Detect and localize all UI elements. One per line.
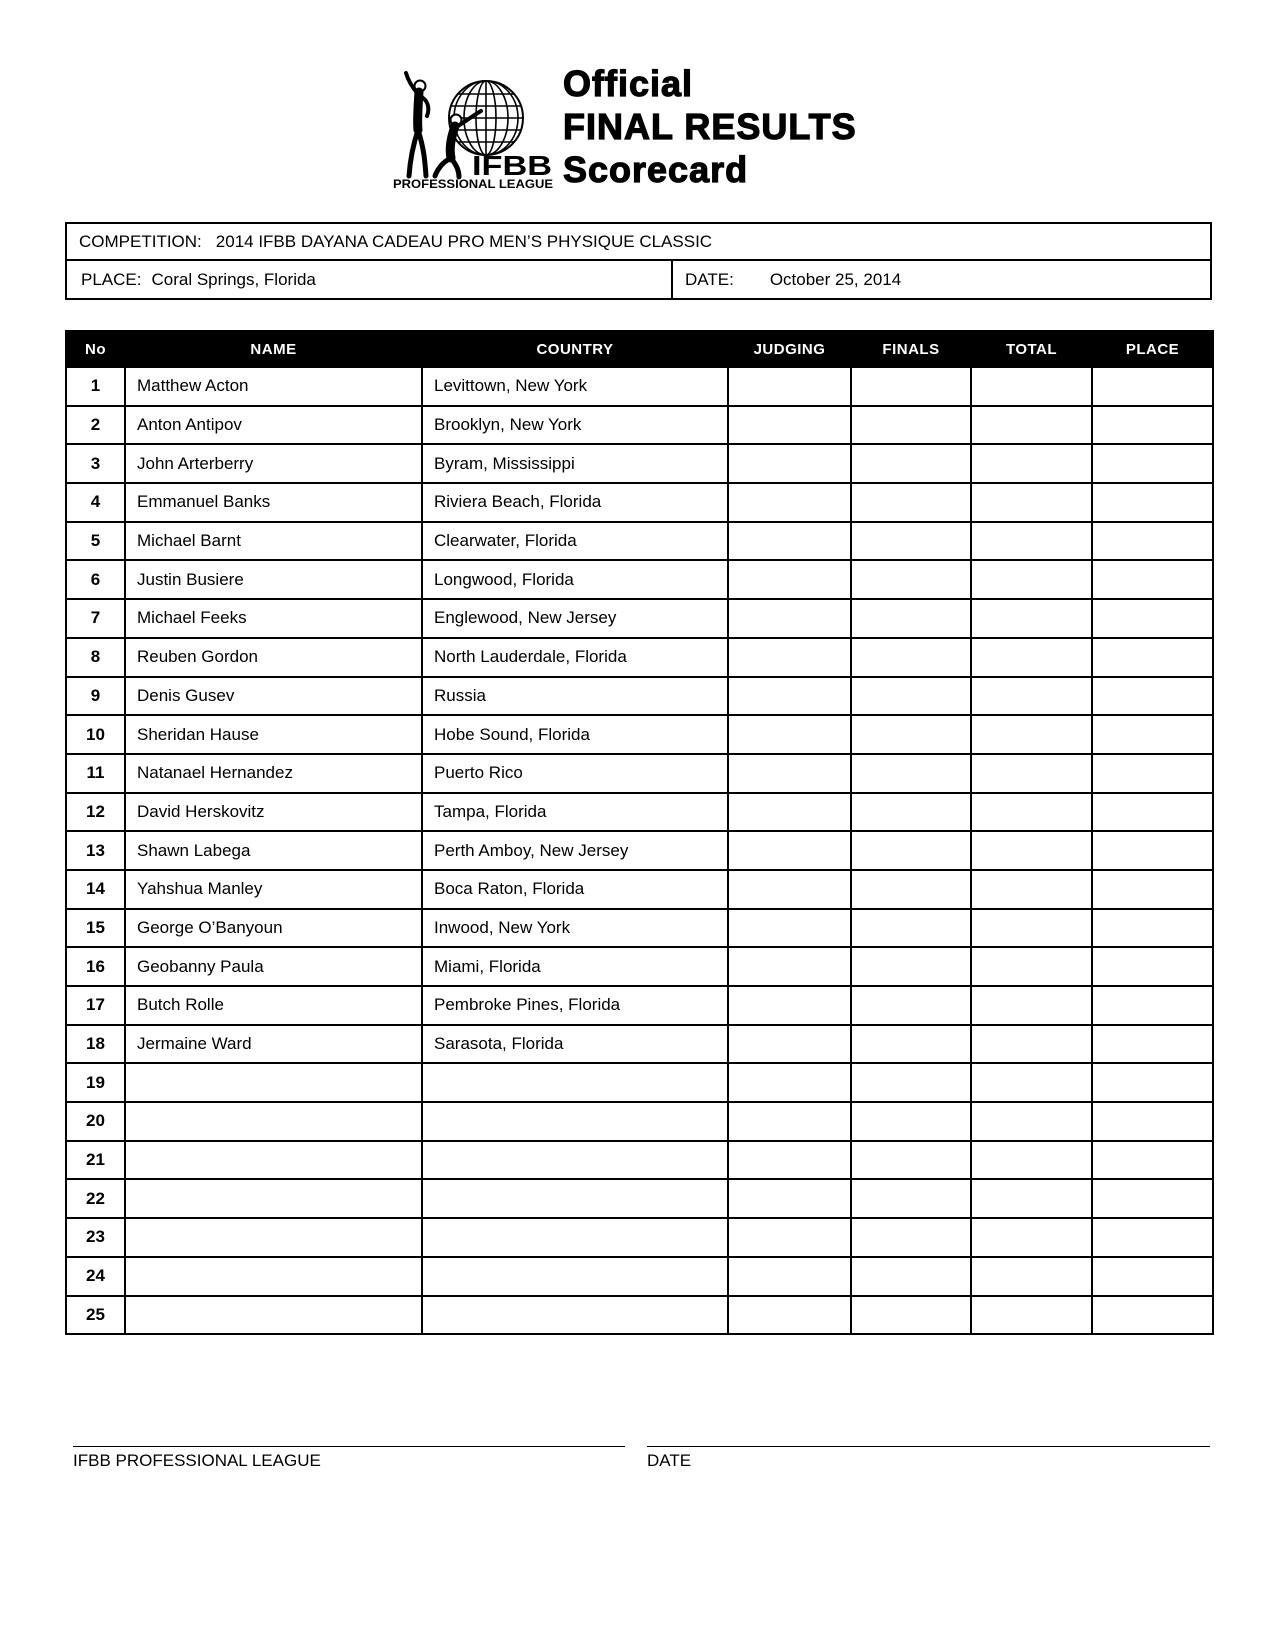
- cell-name: John Arterberry: [125, 444, 422, 483]
- cell-judging: [728, 1179, 851, 1218]
- cell-no: 13: [66, 831, 125, 870]
- ifbb-logo: [368, 64, 568, 198]
- cell-judging: [728, 870, 851, 909]
- cell-country: Englewood, New Jersey: [422, 599, 728, 638]
- logo-ifbb-text: IFBB: [472, 150, 552, 181]
- cell-country: Byram, Mississippi: [422, 444, 728, 483]
- cell-place: [1092, 1025, 1213, 1064]
- cell-total: [971, 947, 1092, 986]
- cell-no: 3: [66, 444, 125, 483]
- cell-no: 15: [66, 909, 125, 948]
- date-label: DATE:: [685, 269, 734, 289]
- cell-judging: [728, 754, 851, 793]
- signature-date: [647, 1446, 1210, 1471]
- table-row: [66, 677, 1213, 716]
- cell-judging: [728, 793, 851, 832]
- cell-name: [125, 1102, 422, 1141]
- cell-place: [1092, 560, 1213, 599]
- cell-country: [422, 1296, 728, 1335]
- cell-place: [1092, 715, 1213, 754]
- table-row: [66, 483, 1213, 522]
- cell-place: [1092, 986, 1213, 1025]
- cell-total: [971, 831, 1092, 870]
- cell-total: [971, 715, 1092, 754]
- cell-country: [422, 1179, 728, 1218]
- competition-row: [67, 224, 1210, 261]
- cell-place: [1092, 638, 1213, 677]
- cell-name: [125, 1179, 422, 1218]
- cell-country: Miami, Florida: [422, 947, 728, 986]
- cell-place: [1092, 406, 1213, 445]
- cell-place: [1092, 947, 1213, 986]
- cell-country: Clearwater, Florida: [422, 522, 728, 561]
- cell-name: Matthew Acton: [125, 367, 422, 406]
- cell-judging: [728, 909, 851, 948]
- cell-total: [971, 1218, 1092, 1257]
- cell-name: Michael Feeks: [125, 599, 422, 638]
- cell-no: 24: [66, 1257, 125, 1296]
- cell-total: [971, 367, 1092, 406]
- cell-country: Hobe Sound, Florida: [422, 715, 728, 754]
- cell-finals: [851, 1141, 971, 1180]
- brand-line-scorecard: Scorecard: [563, 149, 749, 190]
- cell-finals: [851, 1218, 971, 1257]
- cell-finals: [851, 560, 971, 599]
- cell-name: George O’Banyoun: [125, 909, 422, 948]
- table-header-row: [66, 331, 1213, 367]
- cell-no: 10: [66, 715, 125, 754]
- cell-country: Sarasota, Florida: [422, 1025, 728, 1064]
- cell-judging: [728, 444, 851, 483]
- cell-name: Sheridan Hause: [125, 715, 422, 754]
- competition-box: [65, 222, 1212, 300]
- cell-country: Levittown, New York: [422, 367, 728, 406]
- table-row: [66, 599, 1213, 638]
- cell-total: [971, 1179, 1092, 1218]
- cell-no: 7: [66, 599, 125, 638]
- cell-country: [422, 1257, 728, 1296]
- signature-league-label: IFBB PROFESSIONAL LEAGUE: [73, 1451, 321, 1470]
- cell-country: Tampa, Florida: [422, 793, 728, 832]
- cell-judging: [728, 560, 851, 599]
- bodybuilder-figures-icon: [406, 73, 481, 177]
- cell-judging: [728, 367, 851, 406]
- cell-finals: [851, 367, 971, 406]
- table-row: [66, 909, 1213, 948]
- table-row: [66, 1102, 1213, 1141]
- cell-judging: [728, 1025, 851, 1064]
- competition-title: 2014 IFBB DAYANA CADEAU PRO MEN’S PHYSIQUE CLASSIC: [215, 231, 713, 251]
- cell-total: [971, 1141, 1092, 1180]
- logo-league-text: PROFESSIONAL LEAGUE: [393, 177, 553, 191]
- table-row: [66, 522, 1213, 561]
- table-row: [66, 1025, 1213, 1064]
- cell-no: 16: [66, 947, 125, 986]
- results-table: [65, 330, 1214, 1335]
- header-finals: FINALS: [851, 331, 971, 367]
- cell-country: Brooklyn, New York: [422, 406, 728, 445]
- cell-finals: [851, 677, 971, 716]
- cell-judging: [728, 715, 851, 754]
- cell-name: Denis Gusev: [125, 677, 422, 716]
- cell-judging: [728, 1296, 851, 1335]
- cell-no: 14: [66, 870, 125, 909]
- table-row: [66, 754, 1213, 793]
- cell-no: 20: [66, 1102, 125, 1141]
- cell-country: Longwood, Florida: [422, 560, 728, 599]
- cell-place: [1092, 1141, 1213, 1180]
- cell-name: Natanael Hernandez: [125, 754, 422, 793]
- cell-judging: [728, 406, 851, 445]
- cell-place: [1092, 1102, 1213, 1141]
- ifbb-logo-graphic: [368, 64, 568, 198]
- table-row: [66, 1296, 1213, 1335]
- cell-place: [1092, 870, 1213, 909]
- cell-judging: [728, 483, 851, 522]
- cell-judging: [728, 1218, 851, 1257]
- cell-finals: [851, 1063, 971, 1102]
- results-tbody: [66, 367, 1213, 1334]
- cell-place: [1092, 522, 1213, 561]
- cell-judging: [728, 599, 851, 638]
- table-row: [66, 406, 1213, 445]
- cell-country: Perth Amboy, New Jersey: [422, 831, 728, 870]
- cell-country: [422, 1102, 728, 1141]
- cell-name: David Herskovitz: [125, 793, 422, 832]
- cell-name: [125, 1141, 422, 1180]
- cell-place: [1092, 909, 1213, 948]
- cell-name: Emmanuel Banks: [125, 483, 422, 522]
- cell-total: [971, 1063, 1092, 1102]
- cell-total: [971, 1025, 1092, 1064]
- cell-country: [422, 1141, 728, 1180]
- header-judging: JUDGING: [728, 331, 851, 367]
- cell-name: Jermaine Ward: [125, 1025, 422, 1064]
- cell-country: Boca Raton, Florida: [422, 870, 728, 909]
- cell-judging: [728, 947, 851, 986]
- cell-no: 12: [66, 793, 125, 832]
- cell-no: 21: [66, 1141, 125, 1180]
- cell-judging: [728, 986, 851, 1025]
- cell-finals: [851, 1257, 971, 1296]
- cell-country: Puerto Rico: [422, 754, 728, 793]
- cell-finals: [851, 1296, 971, 1335]
- table-row: [66, 715, 1213, 754]
- signature-date-label: DATE: [647, 1451, 692, 1470]
- cell-name: Michael Barnt: [125, 522, 422, 561]
- cell-name: [125, 1218, 422, 1257]
- cell-total: [971, 793, 1092, 832]
- cell-no: 6: [66, 560, 125, 599]
- cell-name: Anton Antipov: [125, 406, 422, 445]
- brand-line-official: Official: [563, 63, 694, 104]
- cell-place: [1092, 793, 1213, 832]
- cell-judging: [728, 522, 851, 561]
- cell-finals: [851, 870, 971, 909]
- brand-title: [563, 62, 857, 191]
- cell-name: [125, 1296, 422, 1335]
- cell-total: [971, 522, 1092, 561]
- cell-country: Russia: [422, 677, 728, 716]
- cell-finals: [851, 444, 971, 483]
- cell-no: 8: [66, 638, 125, 677]
- cell-name: [125, 1063, 422, 1102]
- cell-total: [971, 677, 1092, 716]
- cell-no: 19: [66, 1063, 125, 1102]
- cell-finals: [851, 715, 971, 754]
- cell-place: [1092, 1179, 1213, 1218]
- cell-finals: [851, 599, 971, 638]
- table-row: [66, 444, 1213, 483]
- place-cell: [67, 261, 673, 298]
- cell-no: 11: [66, 754, 125, 793]
- cell-country: North Lauderdale, Florida: [422, 638, 728, 677]
- cell-place: [1092, 1296, 1213, 1335]
- cell-judging: [728, 1063, 851, 1102]
- cell-place: [1092, 1063, 1213, 1102]
- cell-judging: [728, 1102, 851, 1141]
- cell-finals: [851, 986, 971, 1025]
- cell-finals: [851, 1179, 971, 1218]
- cell-total: [971, 444, 1092, 483]
- cell-name: Justin Busiere: [125, 560, 422, 599]
- cell-no: 25: [66, 1296, 125, 1335]
- cell-total: [971, 1102, 1092, 1141]
- cell-judging: [728, 677, 851, 716]
- cell-no: 17: [66, 986, 125, 1025]
- place-label: PLACE:: [81, 269, 142, 289]
- cell-finals: [851, 793, 971, 832]
- table-row: [66, 831, 1213, 870]
- cell-place: [1092, 677, 1213, 716]
- table-row: [66, 560, 1213, 599]
- cell-judging: [728, 831, 851, 870]
- cell-no: 9: [66, 677, 125, 716]
- cell-judging: [728, 1141, 851, 1180]
- cell-country: Pembroke Pines, Florida: [422, 986, 728, 1025]
- table-row: [66, 986, 1213, 1025]
- cell-place: [1092, 1257, 1213, 1296]
- cell-finals: [851, 909, 971, 948]
- cell-finals: [851, 638, 971, 677]
- cell-no: 2: [66, 406, 125, 445]
- date-cell: [673, 261, 1210, 298]
- header-name: NAME: [125, 331, 422, 367]
- header-no: No: [66, 331, 125, 367]
- cell-no: 18: [66, 1025, 125, 1064]
- cell-finals: [851, 406, 971, 445]
- signature-league: [73, 1446, 625, 1471]
- cell-no: 23: [66, 1218, 125, 1257]
- cell-total: [971, 599, 1092, 638]
- cell-name: Yahshua Manley: [125, 870, 422, 909]
- cell-name: Butch Rolle: [125, 986, 422, 1025]
- cell-total: [971, 483, 1092, 522]
- cell-total: [971, 1296, 1092, 1335]
- cell-total: [971, 560, 1092, 599]
- cell-place: [1092, 754, 1213, 793]
- cell-total: [971, 754, 1092, 793]
- table-row: [66, 870, 1213, 909]
- cell-finals: [851, 1102, 971, 1141]
- cell-finals: [851, 522, 971, 561]
- cell-total: [971, 986, 1092, 1025]
- cell-total: [971, 638, 1092, 677]
- brand-line-final-results: FINAL RESULTS: [563, 106, 857, 147]
- cell-judging: [728, 638, 851, 677]
- cell-place: [1092, 599, 1213, 638]
- cell-place: [1092, 483, 1213, 522]
- table-row: [66, 793, 1213, 832]
- table-row: [66, 1257, 1213, 1296]
- cell-finals: [851, 831, 971, 870]
- table-row: [66, 1063, 1213, 1102]
- cell-no: 5: [66, 522, 125, 561]
- cell-total: [971, 406, 1092, 445]
- table-row: [66, 367, 1213, 406]
- header-total: TOTAL: [971, 331, 1092, 367]
- cell-no: 1: [66, 367, 125, 406]
- date-value: October 25, 2014: [769, 269, 902, 289]
- header-country: COUNTRY: [422, 331, 728, 367]
- cell-no: 4: [66, 483, 125, 522]
- cell-place: [1092, 1218, 1213, 1257]
- cell-country: Riviera Beach, Florida: [422, 483, 728, 522]
- cell-place: [1092, 444, 1213, 483]
- table-row: [66, 1141, 1213, 1180]
- cell-country: [422, 1063, 728, 1102]
- cell-name: Geobanny Paula: [125, 947, 422, 986]
- cell-finals: [851, 947, 971, 986]
- cell-finals: [851, 483, 971, 522]
- cell-no: 22: [66, 1179, 125, 1218]
- cell-country: [422, 1218, 728, 1257]
- cell-finals: [851, 754, 971, 793]
- cell-name: Reuben Gordon: [125, 638, 422, 677]
- cell-finals: [851, 1025, 971, 1064]
- cell-place: [1092, 831, 1213, 870]
- cell-name: Shawn Labega: [125, 831, 422, 870]
- cell-name: [125, 1257, 422, 1296]
- table-row: [66, 947, 1213, 986]
- cell-place: [1092, 367, 1213, 406]
- competition-label: COMPETITION:: [79, 231, 202, 251]
- cell-total: [971, 1257, 1092, 1296]
- cell-total: [971, 909, 1092, 948]
- place-date-row: [67, 261, 1210, 298]
- table-row: [66, 1179, 1213, 1218]
- cell-total: [971, 870, 1092, 909]
- place-value: Coral Springs, Florida: [151, 269, 316, 289]
- header-place: PLACE: [1092, 331, 1213, 367]
- cell-judging: [728, 1257, 851, 1296]
- cell-country: Inwood, New York: [422, 909, 728, 948]
- table-row: [66, 638, 1213, 677]
- table-row: [66, 1218, 1213, 1257]
